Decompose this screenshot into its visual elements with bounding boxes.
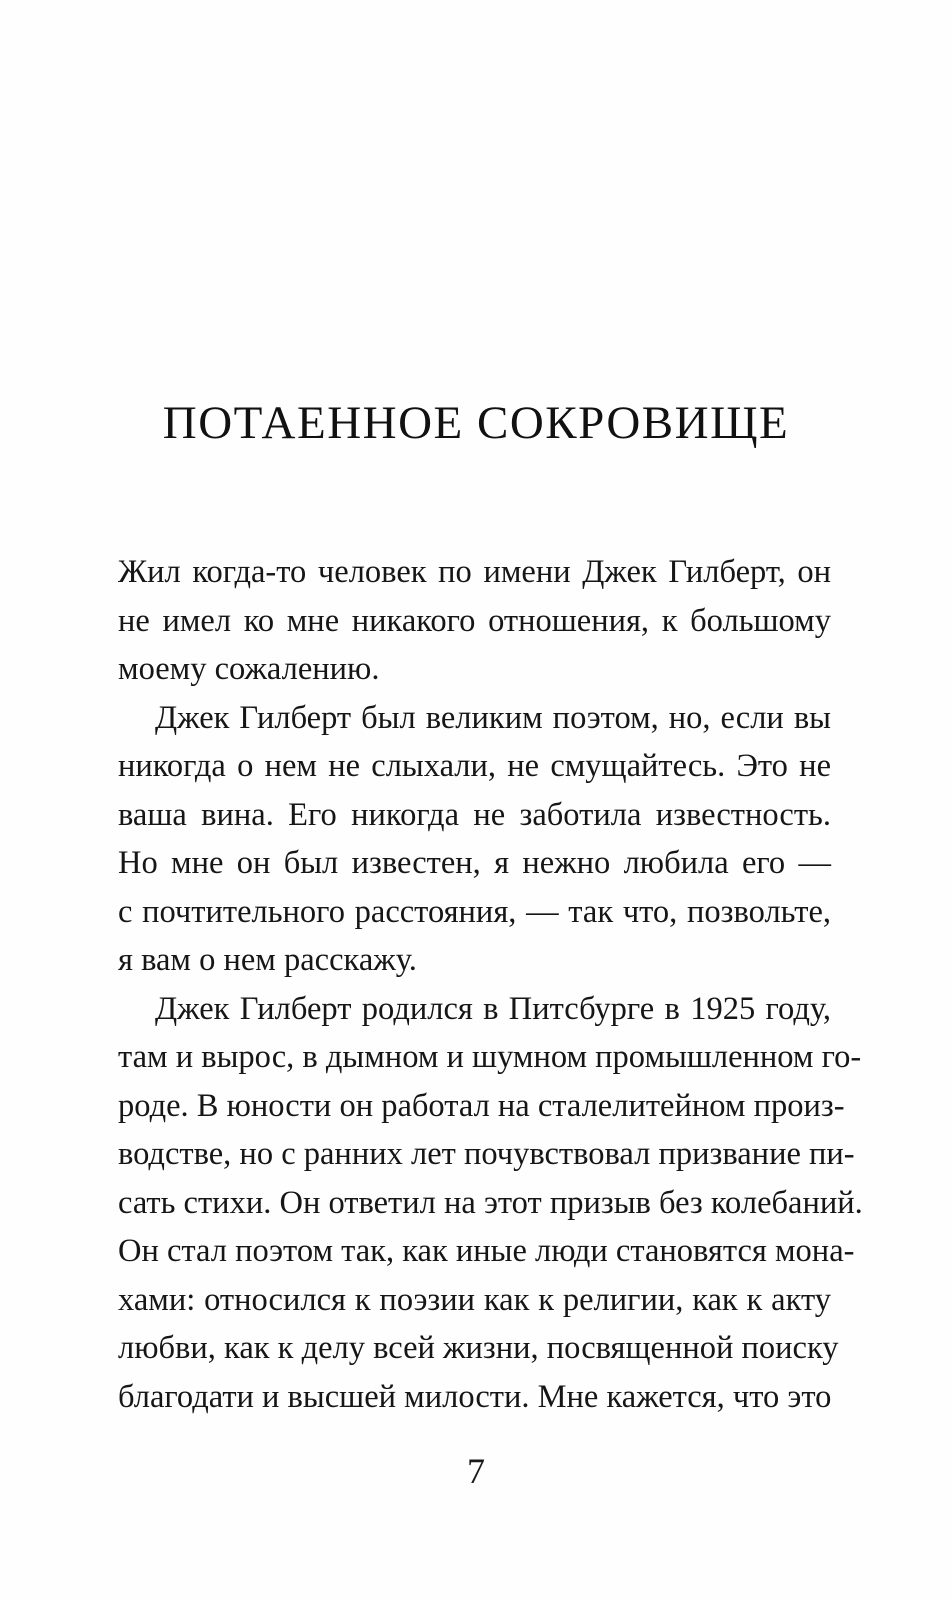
text-line: ваша вина. Его никогда не заботила известность. bbox=[118, 796, 831, 833]
text-line: никогда о нем не слыхали, не смущайтесь. Это не bbox=[118, 748, 831, 784]
text-line: Но мне он был известен, я нежно любила его — bbox=[118, 845, 831, 881]
text-line: Он стал поэтом так, как иные люди становятся мона- bbox=[118, 1233, 855, 1269]
text-line: сать стихи. Он ответил на этот призыв без колебаний. bbox=[118, 1184, 863, 1221]
text-line: любви, как к делу всей жизни, посвященной поиску bbox=[118, 1330, 839, 1366]
text-line: Жил когда-то человек по имени Джек Гилберт, он bbox=[118, 554, 831, 590]
text-line: не имел ко мне никакого отношения, к большому bbox=[118, 602, 831, 639]
text-line: я вам о нем расскажу. bbox=[118, 942, 417, 978]
text-line: там и вырос, в дымном и шумном промышленном го- bbox=[118, 1039, 862, 1075]
body-text bbox=[118, 548, 863, 1421]
text-line: благодати и высшей милости. Мне кажется, что это bbox=[118, 1378, 832, 1415]
text-line: моему сожалению. bbox=[118, 651, 380, 687]
text-line: роде. В юности он работал на сталелитейном произ- bbox=[118, 1087, 845, 1124]
page-number: 7 bbox=[467, 1451, 485, 1491]
chapter-title: ПОТАЕННОЕ СОКРОВИЩЕ bbox=[162, 397, 790, 449]
text-line: Джек Гилберт родился в Питсбурге в 1925 году, bbox=[155, 990, 831, 1027]
text-line: Джек Гилберт был великим поэтом, но, если вы bbox=[155, 699, 831, 736]
text-line: с почтительного расстояния, — так что, позвольте, bbox=[118, 893, 831, 930]
text-line: хами: относился к поэзии как к религии, как к акту bbox=[118, 1281, 831, 1318]
text-line: водстве, но с ранних лет почувствовал призвание пи- bbox=[118, 1136, 855, 1172]
